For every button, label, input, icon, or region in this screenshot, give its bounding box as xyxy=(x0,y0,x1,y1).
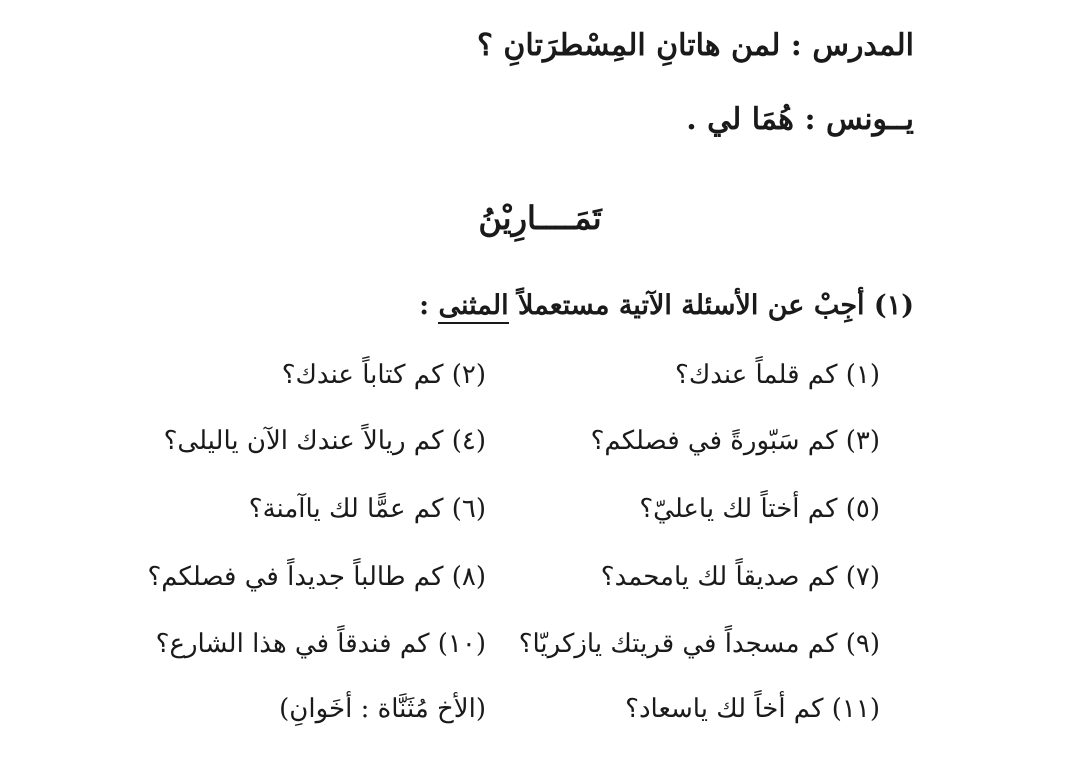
exercise-instruction xyxy=(419,286,914,326)
question-1: (١) كم قلماً عندك؟ xyxy=(675,360,880,390)
question-8: (٨) كم طالباً جديداً في فصلكم؟ xyxy=(147,562,486,592)
dual-note: (الأخ مُثَنَّاة : أخَوانِ) xyxy=(279,694,486,724)
instruction-text: (١) أجِبْ عن الأسئلة الآتية مستعملاً xyxy=(508,290,914,321)
question-5: (٥) كم أختاً لك ياعليّ؟ xyxy=(639,494,880,524)
dialogue-line-yunus: يــونس : هُمَا لي . xyxy=(686,102,914,137)
question-3: (٣) كم سَبّورةً في فصلكم؟ xyxy=(590,426,880,456)
exercises-heading: تَمَــــارِيْنُ xyxy=(478,199,602,237)
question-11: (١١) كم أخاً لك ياسعاد؟ xyxy=(625,694,880,724)
question-2: (٢) كم كتاباً عندك؟ xyxy=(281,360,486,390)
instruction-underlined-word: المثنى xyxy=(438,290,508,324)
question-9: (٩) كم مسجداً في قريتك يازكريّا؟ xyxy=(518,629,880,659)
question-4: (٤) كم ريالاً عندك الآن ياليلى؟ xyxy=(163,426,486,456)
question-10: (١٠) كم فندقاً في هذا الشارع؟ xyxy=(155,629,486,659)
instruction-colon: : xyxy=(419,290,439,321)
question-6: (٦) كم عمًّا لك ياآمنة؟ xyxy=(248,494,486,524)
dialogue-line-teacher: المدرس : لمن هاتانِ المِسْطرَتانِ ؟ xyxy=(477,28,914,63)
question-7: (٧) كم صديقاً لك يامحمد؟ xyxy=(600,562,880,592)
